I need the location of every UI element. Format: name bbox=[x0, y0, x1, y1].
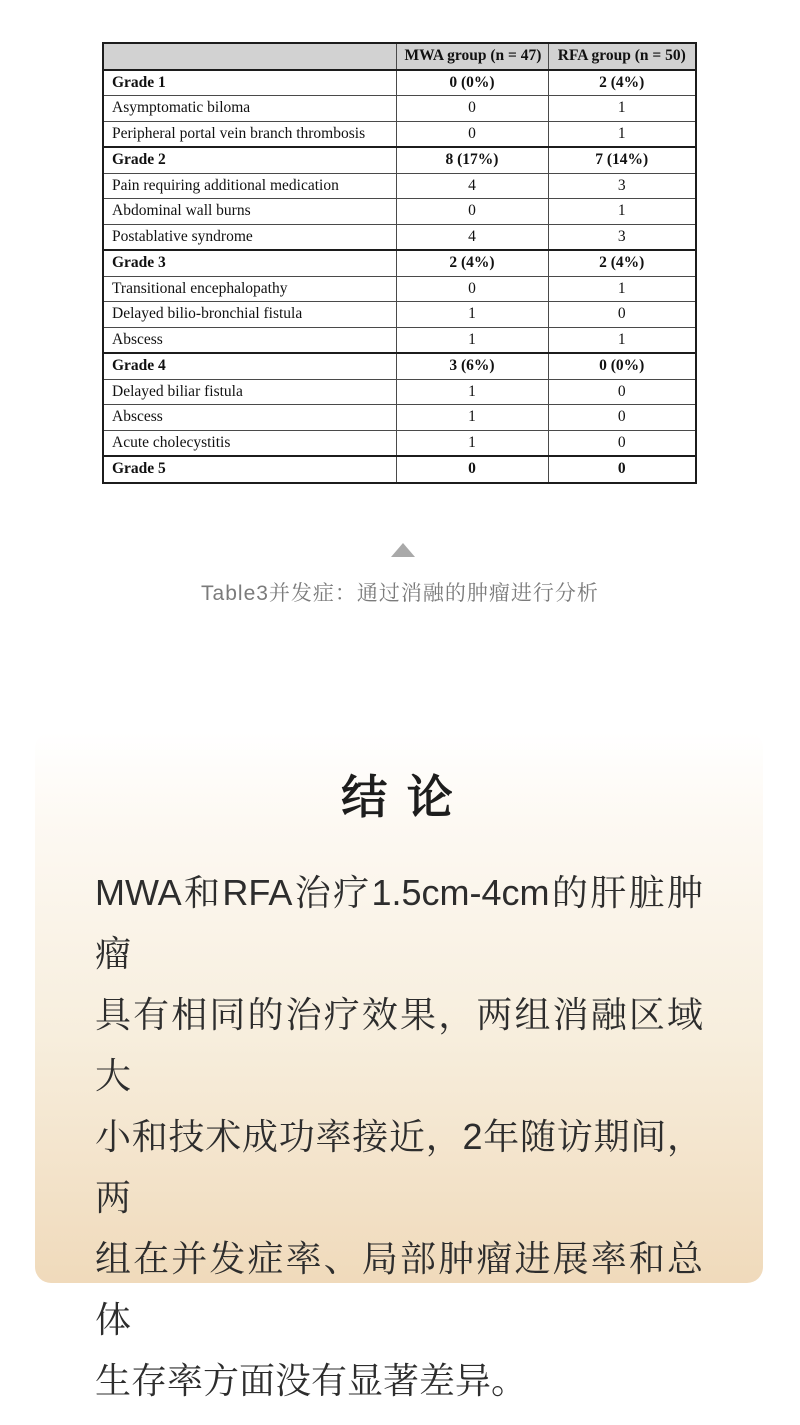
table-row bbox=[103, 199, 696, 225]
conclusion-text bbox=[35, 862, 763, 1411]
row-label: Grade 3 bbox=[103, 250, 396, 276]
mwa-value: 0 (0%) bbox=[396, 70, 548, 96]
row-label: Acute cholecystitis bbox=[103, 430, 396, 456]
table-row bbox=[103, 147, 696, 173]
rfa-value: 1 bbox=[548, 327, 696, 353]
table-row bbox=[103, 327, 696, 353]
rfa-value: 1 bbox=[548, 121, 696, 147]
table-header-row bbox=[103, 43, 696, 70]
rfa-value: 3 bbox=[548, 173, 696, 199]
table-row bbox=[103, 173, 696, 199]
rfa-value: 2 (4%) bbox=[548, 250, 696, 276]
table-row bbox=[103, 430, 696, 456]
conclusion-line: MWA和RFA治疗1.5cm-4cm的肝脏肿瘤 bbox=[95, 872, 703, 974]
mwa-value: 0 bbox=[396, 96, 548, 122]
rfa-value: 0 bbox=[548, 430, 696, 456]
mwa-value: 1 bbox=[396, 327, 548, 353]
rfa-value: 0 (0%) bbox=[548, 353, 696, 379]
table-row bbox=[103, 70, 696, 96]
rfa-value: 0 bbox=[548, 456, 696, 483]
row-label: Grade 4 bbox=[103, 353, 396, 379]
table-caption: Table3并发症：通过消融的肿瘤进行分析 bbox=[201, 582, 599, 605]
mwa-value: 4 bbox=[396, 224, 548, 250]
table-row bbox=[103, 456, 696, 483]
row-label: Grade 5 bbox=[103, 456, 396, 483]
table-row bbox=[103, 379, 696, 405]
row-label: Delayed biliar fistula bbox=[103, 379, 396, 405]
conclusion-line: 小和技术成功率接近，2年随访期间，两 bbox=[95, 1116, 703, 1218]
conclusion-line: 组在并发症率、局部肿瘤进展率和总体 bbox=[95, 1238, 703, 1340]
rfa-value: 7 (14%) bbox=[548, 147, 696, 173]
mwa-value: 1 bbox=[396, 302, 548, 328]
conclusion-card bbox=[35, 732, 763, 1401]
mwa-value: 2 (4%) bbox=[396, 250, 548, 276]
row-label: Delayed bilio-bronchial fistula bbox=[103, 302, 396, 328]
table-header-mwa-group: MWA group (n = 47) bbox=[396, 43, 548, 70]
row-label: Grade 2 bbox=[103, 147, 396, 173]
row-label: Postablative syndrome bbox=[103, 224, 396, 250]
table-row bbox=[103, 121, 696, 147]
row-label: Abscess bbox=[103, 405, 396, 431]
mwa-value: 3 (6%) bbox=[396, 353, 548, 379]
table-body bbox=[103, 70, 696, 483]
row-label: Abdominal wall burns bbox=[103, 199, 396, 225]
rfa-value: 0 bbox=[548, 405, 696, 431]
mwa-value: 0 bbox=[396, 276, 548, 302]
row-label: Transitional encephalopathy bbox=[103, 276, 396, 302]
conclusion-title: 结 论 bbox=[341, 772, 457, 823]
rfa-value: 1 bbox=[548, 199, 696, 225]
table-row bbox=[103, 405, 696, 431]
complications-table bbox=[102, 42, 697, 484]
rfa-value: 0 bbox=[548, 379, 696, 405]
table-row bbox=[103, 96, 696, 122]
conclusion-line: 具有相同的治疗效果，两组消融区域大 bbox=[95, 994, 703, 1096]
row-label: Abscess bbox=[103, 327, 396, 353]
table-header-rfa-group: RFA group (n = 50) bbox=[548, 43, 696, 70]
mwa-value: 8 (17%) bbox=[396, 147, 548, 173]
table-header-empty bbox=[103, 43, 396, 70]
mwa-value: 1 bbox=[396, 379, 548, 405]
table-row bbox=[103, 276, 696, 302]
row-label: Pain requiring additional medication bbox=[103, 173, 396, 199]
rfa-value: 1 bbox=[548, 96, 696, 122]
mwa-value: 4 bbox=[396, 173, 548, 199]
triangle-up-icon bbox=[391, 543, 415, 557]
table-row bbox=[103, 224, 696, 250]
table-row bbox=[103, 353, 696, 379]
rfa-value: 1 bbox=[548, 276, 696, 302]
rfa-value: 0 bbox=[548, 302, 696, 328]
mwa-value: 1 bbox=[396, 430, 548, 456]
table-row bbox=[103, 250, 696, 276]
row-label: Asymptomatic biloma bbox=[103, 96, 396, 122]
mwa-value: 0 bbox=[396, 456, 548, 483]
rfa-value: 3 bbox=[548, 224, 696, 250]
mwa-value: 1 bbox=[396, 405, 548, 431]
rfa-value: 2 (4%) bbox=[548, 70, 696, 96]
row-label: Grade 1 bbox=[103, 70, 396, 96]
row-label: Peripheral portal vein branch thrombosis bbox=[103, 121, 396, 147]
conclusion-line: 生存率方面没有显著差异。 bbox=[95, 1360, 528, 1401]
table-row bbox=[103, 302, 696, 328]
mwa-value: 0 bbox=[396, 121, 548, 147]
mwa-value: 0 bbox=[396, 199, 548, 225]
